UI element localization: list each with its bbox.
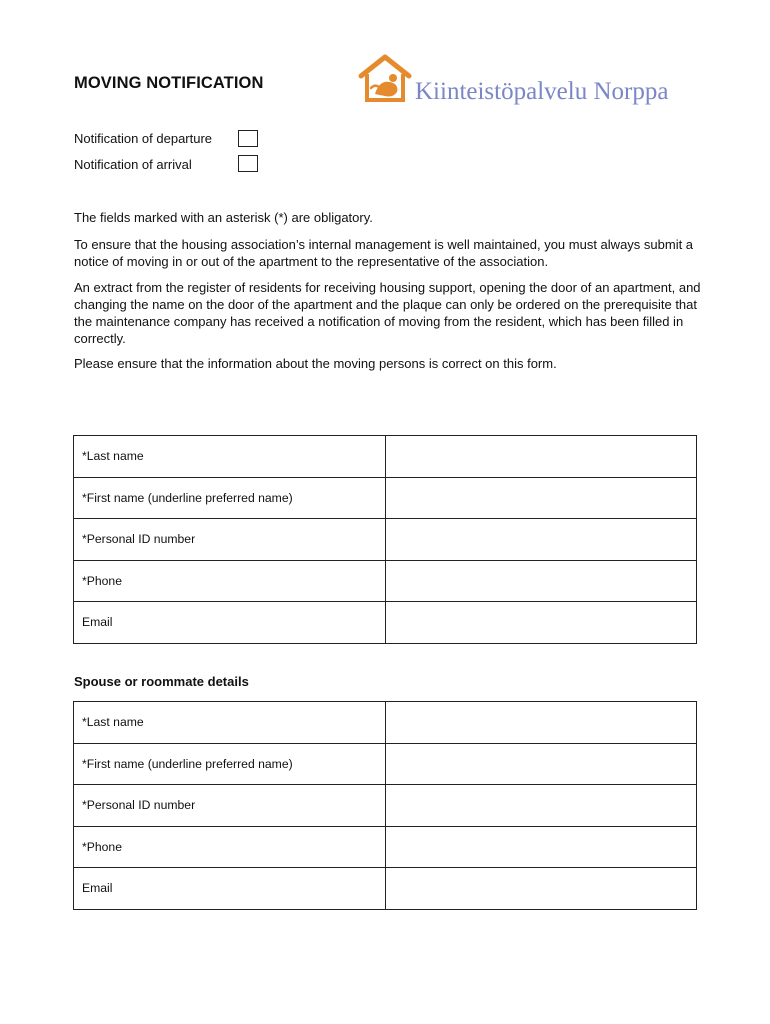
spouse-email-label: Email bbox=[74, 868, 386, 910]
instruction-paragraph-1: To ensure that the housing association’s internal management is well maintained, you must always submit a notice of moving in or out of the apartment to the representative of the association. bbox=[74, 237, 694, 269]
table-row bbox=[74, 702, 697, 744]
table-row bbox=[74, 785, 697, 827]
spouse-phone-label: *Phone bbox=[74, 826, 386, 868]
spouse-personal-id-label: *Personal ID number bbox=[74, 785, 386, 827]
obligatory-note: The fields marked with an asterisk (*) are obligatory. bbox=[74, 210, 373, 225]
company-logo-text: Kiinteistöpalvelu Norppa bbox=[415, 78, 669, 105]
spouse-details-table bbox=[73, 701, 697, 910]
departure-checkbox[interactable] bbox=[238, 130, 258, 147]
spouse-last-name-field[interactable] bbox=[386, 702, 697, 744]
personal-id-field[interactable] bbox=[386, 519, 697, 561]
table-row bbox=[74, 519, 697, 561]
email-field[interactable] bbox=[386, 602, 697, 644]
table-row bbox=[74, 560, 697, 602]
departure-row bbox=[74, 131, 212, 146]
resident-details-table bbox=[73, 435, 697, 644]
last-name-label: *Last name bbox=[74, 436, 386, 478]
last-name-field[interactable] bbox=[386, 436, 697, 478]
personal-id-label: *Personal ID number bbox=[74, 519, 386, 561]
table-row bbox=[74, 868, 697, 910]
phone-label: *Phone bbox=[74, 560, 386, 602]
instruction-paragraph-2: An extract from the register of residents for receiving housing support, opening the door of an apartment, and changing the name on the door of the apartment and the plaque can only be ordered on the prerequisite that the maintenance company has received a notification of moving from the resident, which has been filled in correctly. bbox=[74, 280, 701, 346]
email-label: Email bbox=[74, 602, 386, 644]
table-row bbox=[74, 602, 697, 644]
arrival-label: Notification of arrival bbox=[74, 157, 192, 172]
arrival-checkbox[interactable] bbox=[238, 155, 258, 172]
spouse-phone-field[interactable] bbox=[386, 826, 697, 868]
company-logo bbox=[357, 54, 697, 110]
first-name-label: *First name (underline preferred name) bbox=[74, 477, 386, 519]
table-row bbox=[74, 743, 697, 785]
first-name-field[interactable] bbox=[386, 477, 697, 519]
table-row bbox=[74, 436, 697, 478]
spouse-section-heading: Spouse or roommate details bbox=[74, 674, 249, 689]
spouse-last-name-label: *Last name bbox=[74, 702, 386, 744]
spouse-personal-id-field[interactable] bbox=[386, 785, 697, 827]
spouse-first-name-label: *First name (underline preferred name) bbox=[74, 743, 386, 785]
instruction-paragraph-3: Please ensure that the information about the moving persons is correct on this form. bbox=[74, 356, 557, 371]
house-logo-icon bbox=[357, 54, 413, 104]
phone-field[interactable] bbox=[386, 560, 697, 602]
table-row bbox=[74, 826, 697, 868]
arrival-row bbox=[74, 157, 192, 172]
table-row bbox=[74, 477, 697, 519]
spouse-email-field[interactable] bbox=[386, 868, 697, 910]
departure-label: Notification of departure bbox=[74, 131, 213, 146]
spouse-first-name-field[interactable] bbox=[386, 743, 697, 785]
form-title: MOVING NOTIFICATION bbox=[74, 74, 264, 92]
